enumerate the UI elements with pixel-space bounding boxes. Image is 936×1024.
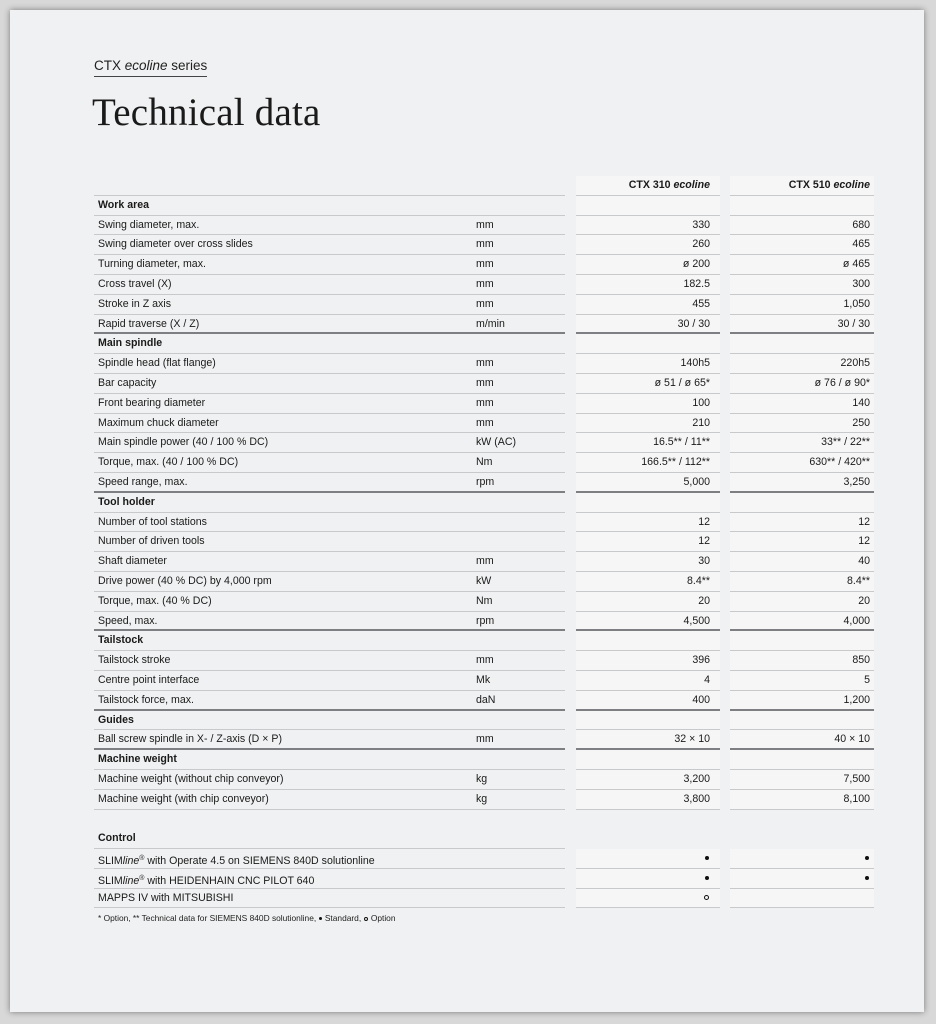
value-ctx-510: 1,050 — [730, 295, 874, 315]
row-label — [94, 790, 565, 810]
row-label-text: Centre point interface — [98, 673, 200, 686]
row-label-text: Speed, max. — [98, 614, 158, 627]
value-ctx-510: 40 × 10 — [730, 730, 874, 750]
row-label-text: Cross travel (X) — [98, 277, 172, 290]
value-ctx-510 — [730, 869, 874, 889]
value-ctx-510: 8,100 — [730, 790, 874, 810]
value-ctx-510: 250 — [730, 414, 874, 434]
value-ctx-510: 33** / 22** — [730, 433, 874, 453]
value-ctx-310: 3,800 — [576, 790, 720, 810]
value-ctx-310 — [576, 810, 720, 830]
row-label-text: Stroke in Z axis — [98, 297, 172, 310]
row-label — [94, 354, 565, 374]
row-label — [94, 414, 565, 434]
value-ctx-510 — [730, 889, 874, 909]
option-ring-icon — [704, 895, 709, 900]
value-ctx-310 — [576, 631, 720, 651]
value-ctx-510 — [730, 493, 874, 513]
row-label — [94, 374, 565, 394]
control-label-part: with HEIDENHAIN CNC PILOT 640 — [144, 874, 315, 887]
unit: mm — [476, 416, 494, 429]
value-ctx-310: 210 — [576, 414, 720, 434]
row-label-text: Ball screw spindle in X- / Z-axis (D × P) — [98, 733, 282, 746]
control-label-part: line — [122, 855, 140, 868]
row-label — [94, 592, 565, 612]
row-label — [94, 532, 565, 552]
row-label-text: Swing diameter, max. — [98, 218, 200, 231]
unit: mm — [476, 297, 494, 310]
row-label-text: Bar capacity — [98, 376, 157, 389]
row-label-text: Tailstock stroke — [98, 654, 171, 667]
row-label — [94, 433, 565, 453]
value-ctx-310: 12 — [576, 513, 720, 533]
row-label — [94, 810, 565, 830]
unit: kg — [476, 772, 488, 785]
value-ctx-310: ø 51 / ø 65* — [576, 374, 720, 394]
value-ctx-310: 12 — [576, 532, 720, 552]
unit: mm — [476, 277, 494, 290]
series-label: CTX ecoline series — [94, 58, 207, 77]
unit: daN — [476, 693, 496, 706]
unit: mm — [476, 654, 494, 667]
unit: mm — [476, 555, 494, 568]
value-ctx-510: 850 — [730, 651, 874, 671]
unit: mm — [476, 357, 494, 370]
value-ctx-310: 8.4** — [576, 572, 720, 592]
row-label-text: Swing diameter over cross slides — [98, 238, 253, 251]
value-ctx-310: 140h5 — [576, 354, 720, 374]
row-label — [94, 275, 565, 295]
unit: Mk — [476, 673, 491, 686]
row-label — [94, 612, 565, 632]
row-label — [94, 691, 565, 711]
unit: mm — [476, 396, 494, 409]
value-ctx-310 — [576, 889, 720, 909]
value-ctx-510: 680 — [730, 216, 874, 236]
row-label — [94, 394, 565, 414]
column-header-ctx-510: CTX 510 ecoline — [730, 176, 874, 196]
value-ctx-310: 100 — [576, 394, 720, 414]
page-title: Technical data — [92, 91, 321, 134]
value-ctx-310: 4,500 — [576, 612, 720, 632]
section-title: Work area — [98, 198, 150, 211]
standard-bullet-icon — [705, 876, 709, 880]
value-ctx-310 — [576, 711, 720, 731]
row-label — [94, 631, 565, 651]
value-ctx-310: 16.5** / 11** — [576, 433, 720, 453]
row-label — [94, 473, 565, 493]
row-label — [94, 453, 565, 473]
row-label — [94, 730, 565, 750]
row-label — [94, 849, 565, 869]
row-label-text: Spindle head (flat flange) — [98, 357, 216, 370]
section-title: Guides — [98, 713, 134, 726]
value-ctx-510 — [730, 334, 874, 354]
value-ctx-310: 330 — [576, 216, 720, 236]
footnote: * Option, ** Technical data for SIEMENS 840D solutionline, Standard, Option — [98, 913, 396, 923]
row-label-text: Drive power (40 % DC) by 4,000 rpm — [98, 574, 272, 587]
row-label-text: Number of driven tools — [98, 535, 205, 548]
row-label — [94, 869, 565, 889]
section-title: Main spindle — [98, 337, 163, 350]
value-ctx-310 — [576, 493, 720, 513]
section-title: Machine weight — [98, 753, 177, 766]
row-label — [94, 750, 565, 770]
row-label-text: Turning diameter, max. — [98, 258, 206, 271]
section-title: Tailstock — [98, 634, 144, 647]
control-label-part: with Operate 4.5 on SIEMENS 840D solutionline — [144, 855, 375, 868]
value-ctx-510: 220h5 — [730, 354, 874, 374]
value-ctx-510: 3,250 — [730, 473, 874, 493]
value-ctx-510 — [730, 196, 874, 216]
row-label — [94, 493, 565, 513]
unit: kg — [476, 792, 488, 805]
value-ctx-510: 630** / 420** — [730, 453, 874, 473]
value-ctx-310: 4 — [576, 671, 720, 691]
control-label-part: ® — [139, 855, 145, 863]
row-label — [94, 572, 565, 592]
value-ctx-310 — [576, 750, 720, 770]
value-ctx-310: 400 — [576, 691, 720, 711]
unit: mm — [476, 733, 494, 746]
row-label-text: Speed range, max. — [98, 475, 188, 488]
value-ctx-310: 5,000 — [576, 473, 720, 493]
value-ctx-310: 455 — [576, 295, 720, 315]
row-label — [94, 216, 565, 236]
value-ctx-510: ø 465 — [730, 255, 874, 275]
row-label — [94, 315, 565, 335]
value-ctx-310 — [576, 196, 720, 216]
unit: rpm — [476, 614, 495, 627]
unit: m/min — [476, 317, 505, 330]
standard-bullet-icon — [705, 856, 709, 860]
value-ctx-510 — [730, 711, 874, 731]
value-ctx-510: ø 76 / ø 90* — [730, 374, 874, 394]
unit: rpm — [476, 475, 495, 488]
standard-bullet-icon — [865, 876, 869, 880]
row-label-text: Front bearing diameter — [98, 396, 206, 409]
row-label-text: Main spindle power (40 / 100 % DC) — [98, 436, 269, 449]
standard-bullet-icon — [319, 917, 322, 920]
control-label-part: ® — [139, 874, 145, 882]
value-ctx-510: 20 — [730, 592, 874, 612]
value-ctx-510: 7,500 — [730, 770, 874, 790]
value-ctx-510: 140 — [730, 394, 874, 414]
value-ctx-510 — [730, 810, 874, 830]
unit: Nm — [476, 456, 493, 469]
value-ctx-310: 3,200 — [576, 770, 720, 790]
value-ctx-310: 166.5** / 112** — [576, 453, 720, 473]
row-label — [94, 889, 565, 909]
section-title: Control — [98, 832, 136, 845]
row-label — [94, 295, 565, 315]
row-label — [94, 334, 565, 354]
row-label — [94, 255, 565, 275]
row-label-text: Torque, max. (40 / 100 % DC) — [98, 456, 239, 469]
value-ctx-510: 300 — [730, 275, 874, 295]
row-label-text: Maximum chuck diameter — [98, 416, 219, 429]
row-label-text: Tailstock force, max. — [98, 693, 194, 706]
unit: mm — [476, 238, 494, 251]
value-ctx-510 — [730, 829, 874, 849]
value-ctx-510: 4,000 — [730, 612, 874, 632]
column-header-ctx-310: CTX 310 ecoline — [576, 176, 720, 196]
value-ctx-310: 20 — [576, 592, 720, 612]
row-label — [94, 711, 565, 731]
value-ctx-510: 12 — [730, 513, 874, 533]
datasheet-page — [10, 10, 924, 1012]
unit: mm — [476, 258, 494, 271]
unit: kW (AC) — [476, 436, 517, 449]
row-label-text: Machine weight (with chip conveyor) — [98, 792, 269, 805]
value-ctx-510: 465 — [730, 235, 874, 255]
row-label-text: Shaft diameter — [98, 555, 167, 568]
row-label — [94, 513, 565, 533]
unit: mm — [476, 376, 494, 389]
option-ring-icon — [364, 917, 368, 921]
value-ctx-310: ø 200 — [576, 255, 720, 275]
value-ctx-510: 40 — [730, 552, 874, 572]
value-ctx-310 — [576, 829, 720, 849]
value-ctx-310: 260 — [576, 235, 720, 255]
row-label-text: Rapid traverse (X / Z) — [98, 317, 200, 330]
value-ctx-510: 30 / 30 — [730, 315, 874, 335]
value-ctx-310: 32 × 10 — [576, 730, 720, 750]
row-label — [94, 196, 565, 216]
value-ctx-310 — [576, 334, 720, 354]
control-label-part: SLIM — [98, 874, 123, 887]
unit: Nm — [476, 594, 493, 607]
row-label — [94, 829, 565, 849]
value-ctx-310: 396 — [576, 651, 720, 671]
row-label — [94, 651, 565, 671]
row-label — [94, 770, 565, 790]
value-ctx-310: 30 / 30 — [576, 315, 720, 335]
standard-bullet-icon — [865, 856, 869, 860]
value-ctx-510: 5 — [730, 671, 874, 691]
row-label — [94, 671, 565, 691]
value-ctx-510 — [730, 631, 874, 651]
control-label-part: SLIM — [98, 855, 123, 868]
value-ctx-310 — [576, 849, 720, 869]
value-ctx-510: 8.4** — [730, 572, 874, 592]
value-ctx-310 — [576, 869, 720, 889]
unit: kW — [476, 574, 492, 587]
value-ctx-310: 30 — [576, 552, 720, 572]
row-label-text: Number of tool stations — [98, 515, 207, 528]
control-label-part: MAPPS IV with MITSUBISHI — [98, 891, 234, 904]
row-label-text: Machine weight (without chip conveyor) — [98, 772, 284, 785]
value-ctx-510: 1,200 — [730, 691, 874, 711]
row-label — [94, 552, 565, 572]
value-ctx-510: 12 — [730, 532, 874, 552]
value-ctx-510 — [730, 750, 874, 770]
section-title: Tool holder — [98, 495, 155, 508]
value-ctx-510 — [730, 849, 874, 869]
row-label — [94, 235, 565, 255]
value-ctx-310: 182.5 — [576, 275, 720, 295]
control-label-part: line — [122, 874, 140, 887]
unit: mm — [476, 218, 494, 231]
row-label-text: Torque, max. (40 % DC) — [98, 594, 212, 607]
